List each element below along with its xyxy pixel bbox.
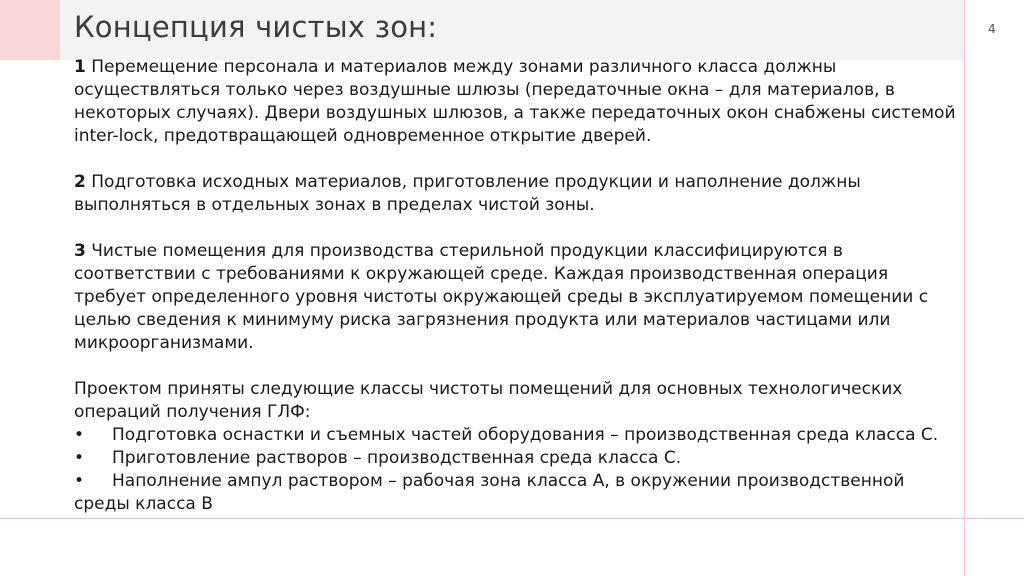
paragraph-number: 3: [74, 241, 86, 261]
paragraph-text: Подготовка исходных материалов, приготовление продукции и наполнение должны выполняться в отдельных зонах в пределах чистой зоны.: [74, 172, 861, 215]
paragraph-1: [74, 56, 962, 148]
paragraph-text: Перемещение персонала и материалов между зонами различного класса должны осуществляться только через воздушные шлюзы (передаточные окна – для материалов, в некоторых случаях). Двери воздушных шлюзов, а также передаточных окон снабжены системой inter-lock, предотвращающей одновременное открытие дверей.: [74, 57, 956, 146]
slide-title: Концепция чистых зон:: [74, 10, 438, 44]
list-item-text: Приготовление растворов – производственная среда класса С.: [112, 448, 682, 468]
paragraph-number: 2: [74, 172, 86, 192]
bullet-icon: •: [74, 471, 85, 491]
page-number: 4: [988, 22, 996, 36]
right-guide-line: [964, 0, 965, 576]
bullet-icon: •: [74, 448, 85, 468]
paragraph-3: [74, 240, 962, 355]
classes-intro: Проектом приняты следующие классы чистоты помещений для основных технологических операций получения ГЛФ:: [74, 379, 903, 422]
list-item-text: Подготовка оснастки и съемных частей оборудования – производственная среда класса С.: [112, 425, 939, 445]
paragraph-number: 1: [74, 57, 86, 77]
bottom-guide-line: [0, 518, 1024, 519]
list-item: [74, 424, 962, 447]
list-item: [74, 470, 962, 516]
list-item: [74, 447, 962, 470]
list-item-text: Наполнение ампул раствором – рабочая зона класса А, в окружении производственной среды класса В: [74, 471, 905, 514]
corner-accent-block: [0, 0, 60, 60]
paragraph-text: Чистые помещения для производства стерильной продукции классифицируются в соответствии с требованиями к окружающей среде. Каждая производственная операция требует определенного уровня чистоты окружающей среды в эксплуатируемом помещении с целью сведения к минимуму риска загрязнения продукта или материалов частицами или микроорганизмами.: [74, 241, 929, 353]
bullet-icon: •: [74, 425, 85, 445]
slide-content: [74, 56, 962, 516]
paragraph-2: [74, 171, 962, 217]
